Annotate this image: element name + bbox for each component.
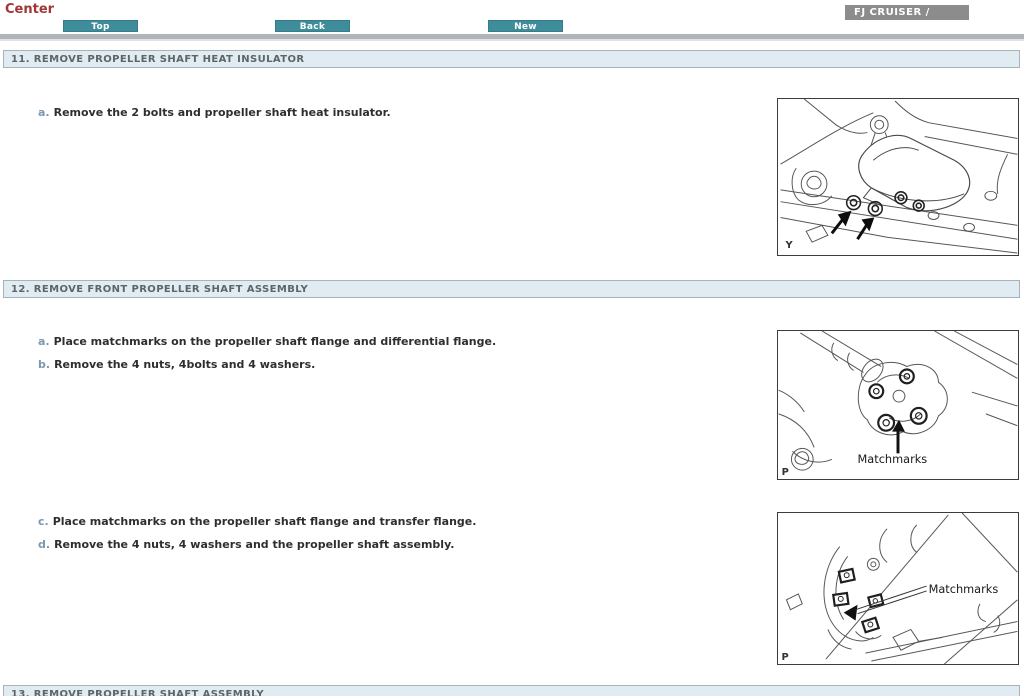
header-divider xyxy=(0,34,1024,41)
step-text: Remove the 4 nuts, 4 washers and the propeller shaft assembly. xyxy=(54,538,455,551)
matchmarks-label: Matchmarks xyxy=(857,452,928,467)
back-button[interactable]: Back xyxy=(275,20,350,32)
step-row xyxy=(38,538,454,551)
step-text: Remove the 2 bolts and propeller shaft heat insulator. xyxy=(53,106,391,119)
step-letter: d. xyxy=(38,538,51,551)
step-row xyxy=(38,515,476,528)
section-13-header: 13. REMOVE PROPELLER SHAFT ASSEMBLY xyxy=(3,685,1020,696)
section-11-header: 11. REMOVE PROPELLER SHAFT HEAT INSULATOR xyxy=(3,50,1020,68)
top-button[interactable]: Top xyxy=(63,20,138,32)
step-text: Remove the 4 nuts, 4bolts and 4 washers. xyxy=(54,358,316,371)
step-letter: b. xyxy=(38,358,51,371)
section-12-header: 12. REMOVE FRONT PROPELLER SHAFT ASSEMBLY xyxy=(3,280,1020,298)
step-letter: a. xyxy=(38,335,50,348)
diff-flange-illustration xyxy=(778,331,1018,479)
step-row xyxy=(38,106,391,119)
step-letter: a. xyxy=(38,106,50,119)
step-text: Place matchmarks on the propeller shaft flange and differential flange. xyxy=(53,335,497,348)
figure-transfer-flange-matchmarks xyxy=(777,512,1019,665)
new-button[interactable]: New xyxy=(488,20,563,32)
figure-heat-insulator xyxy=(777,98,1019,256)
step-row xyxy=(38,358,315,371)
page-position-label: Center xyxy=(5,2,55,17)
transfer-flange-illustration xyxy=(778,513,1018,664)
model-badge: FJ CRUISER / xyxy=(845,5,969,20)
figure-corner-label: P xyxy=(781,467,789,479)
figure-corner-label: P xyxy=(781,652,789,664)
matchmarks-arrow xyxy=(844,605,858,621)
heat-insulator-illustration xyxy=(778,99,1018,255)
matchmarks-label: Matchmarks xyxy=(928,581,999,596)
figure-corner-label: Y xyxy=(785,240,793,252)
figure-diff-flange-matchmarks xyxy=(777,330,1019,480)
step-text: Place matchmarks on the propeller shaft flange and transfer flange. xyxy=(52,515,477,528)
step-letter: c. xyxy=(38,515,49,528)
step-row xyxy=(38,335,496,348)
